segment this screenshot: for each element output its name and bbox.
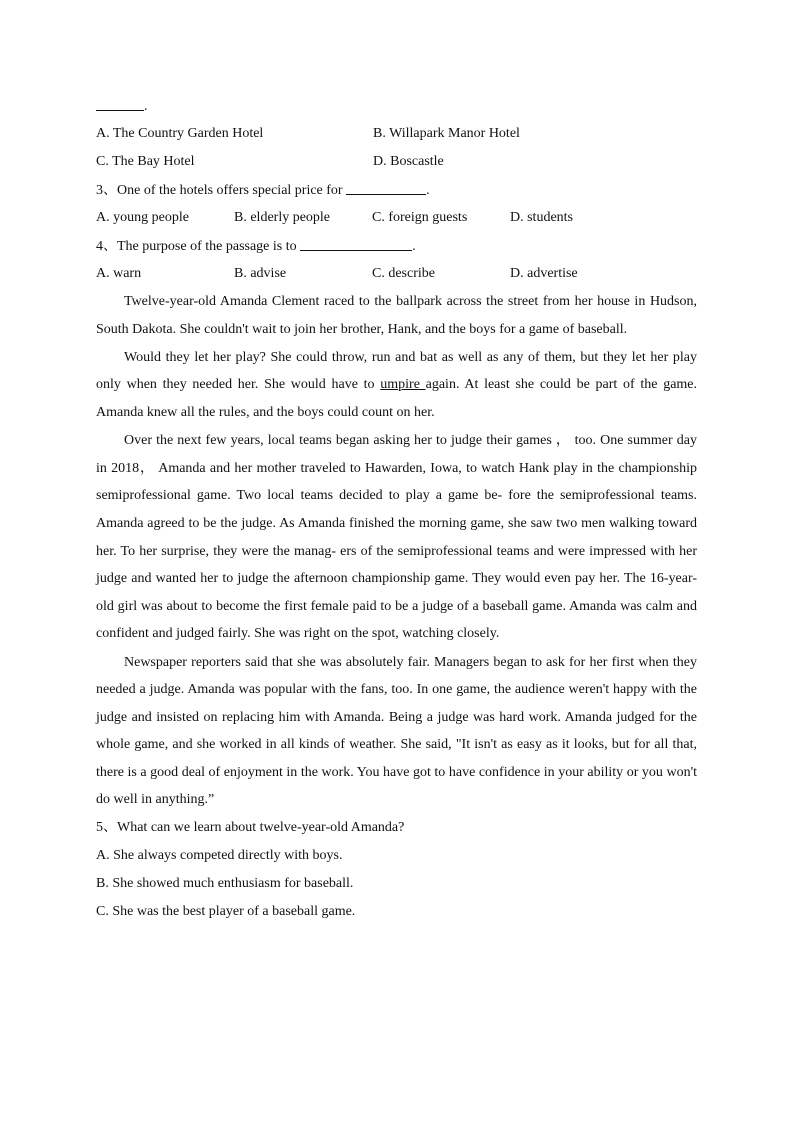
q4-prompt: 4、The purpose of the passage is to: [96, 239, 301, 254]
passage-paragraph-2: [96, 344, 697, 427]
q3-answer-blank[interactable]: [346, 176, 426, 195]
reading-passage: [96, 288, 697, 814]
q3-option-b[interactable]: B. elderly people: [234, 210, 331, 225]
q2-option-c[interactable]: C. The Bay Hotel: [96, 154, 195, 169]
document-page: [96, 92, 697, 926]
q2-options-row-2: [96, 148, 697, 176]
passage-paragraph-1: Twelve-year-old Amanda Clement raced to the ballpark across the street from her house in Hudson, South Dakota. She couldn't wait to join her brother, Hank, and the boys for a game of baseball.: [96, 294, 697, 337]
underlined-word-umpire: umpire: [380, 377, 426, 393]
q4-answer-blank[interactable]: [300, 232, 412, 251]
q3-tail: .: [426, 183, 430, 198]
passage-paragraph-3: Over the next few years, local teams began asking her to judge their games ， too. One summer day in 2018， Amanda and her mother traveled to Hawarden, Iowa, to watch Hank play in the championship semiprofessional game. Two local teams decided to play a game be- fore the semiprofessional teams. Amanda agreed to be the judge. As Amanda finished the morning game, she saw two men walking toward her. To her surprise, they were the manag- ers of the semiprofessional teams and were impressed with her judge and wanted her to judge the afternoon championship game. They would even pay her. The 16-year-old girl was about to become the first female paid to be a judge of a baseball game. Amanda was calm and confident and judged fairly. She was right on the spot, watching closely.: [96, 433, 697, 642]
q4-question: [96, 232, 697, 260]
q2-answer-blank[interactable]: [96, 92, 144, 111]
q3-prompt: 3、One of the hotels offers special price for: [96, 183, 347, 198]
passage-p2-text-before: Would they let her play? She could throw, run and bat as well as any of them, but they let her play only when they needed her. She would have to: [96, 349, 697, 393]
q3-option-c[interactable]: C. foreign guests: [372, 210, 468, 225]
q4-option-d[interactable]: D. advertise: [510, 266, 578, 281]
q3-option-a[interactable]: A. young people: [96, 210, 189, 225]
q2-option-b[interactable]: B. Willapark Manor Hotel: [373, 126, 520, 141]
q3-question: [96, 176, 697, 204]
q4-options-row: [96, 260, 697, 288]
q2-options-row-1: [96, 120, 697, 148]
q5-option-b[interactable]: B. She showed much enthusiasm for baseball.: [96, 876, 354, 892]
q5-option-a[interactable]: A. She always competed directly with boys.: [96, 848, 343, 864]
q2-option-a[interactable]: A. The Country Garden Hotel: [96, 126, 264, 141]
q4-option-c[interactable]: C. describe: [372, 266, 435, 281]
passage-paragraph-4: Newspaper reporters said that she was absolutely fair. Managers began to ask for her first when they needed a judge. Amanda was popular with the fans, too. In one game, the audience weren't happy with the judge and insisted on replacing him with Amanda. Being a judge was hard work. Amanda judged for the whole game, and she worked in all kinds of weather. She said, "It isn't as easy as it looks, but for all that, there is a good deal of enjoyment in the work. You have got to have confidence in your ability or you won't do well in anything.”: [96, 654, 697, 808]
q2-option-d[interactable]: D. Boscastle: [373, 154, 444, 169]
q2-answer-line: [96, 92, 697, 120]
q5-option-c[interactable]: C. She was the best player of a baseball game.: [96, 904, 356, 920]
passage-p2-text-after: again. At least she could be part of the game. Amanda knew all the rules, and the boys could count on her.: [96, 377, 698, 420]
q4-tail: .: [412, 239, 416, 254]
q3-option-d[interactable]: D. students: [510, 210, 573, 225]
q4-option-b[interactable]: B. advise: [234, 266, 287, 281]
q2-tail: .: [144, 99, 148, 114]
q5-question: 5、What can we learn about twelve-year-old Amanda?: [96, 820, 405, 836]
q3-options-row: [96, 204, 697, 232]
q4-option-a[interactable]: A. warn: [96, 266, 142, 281]
